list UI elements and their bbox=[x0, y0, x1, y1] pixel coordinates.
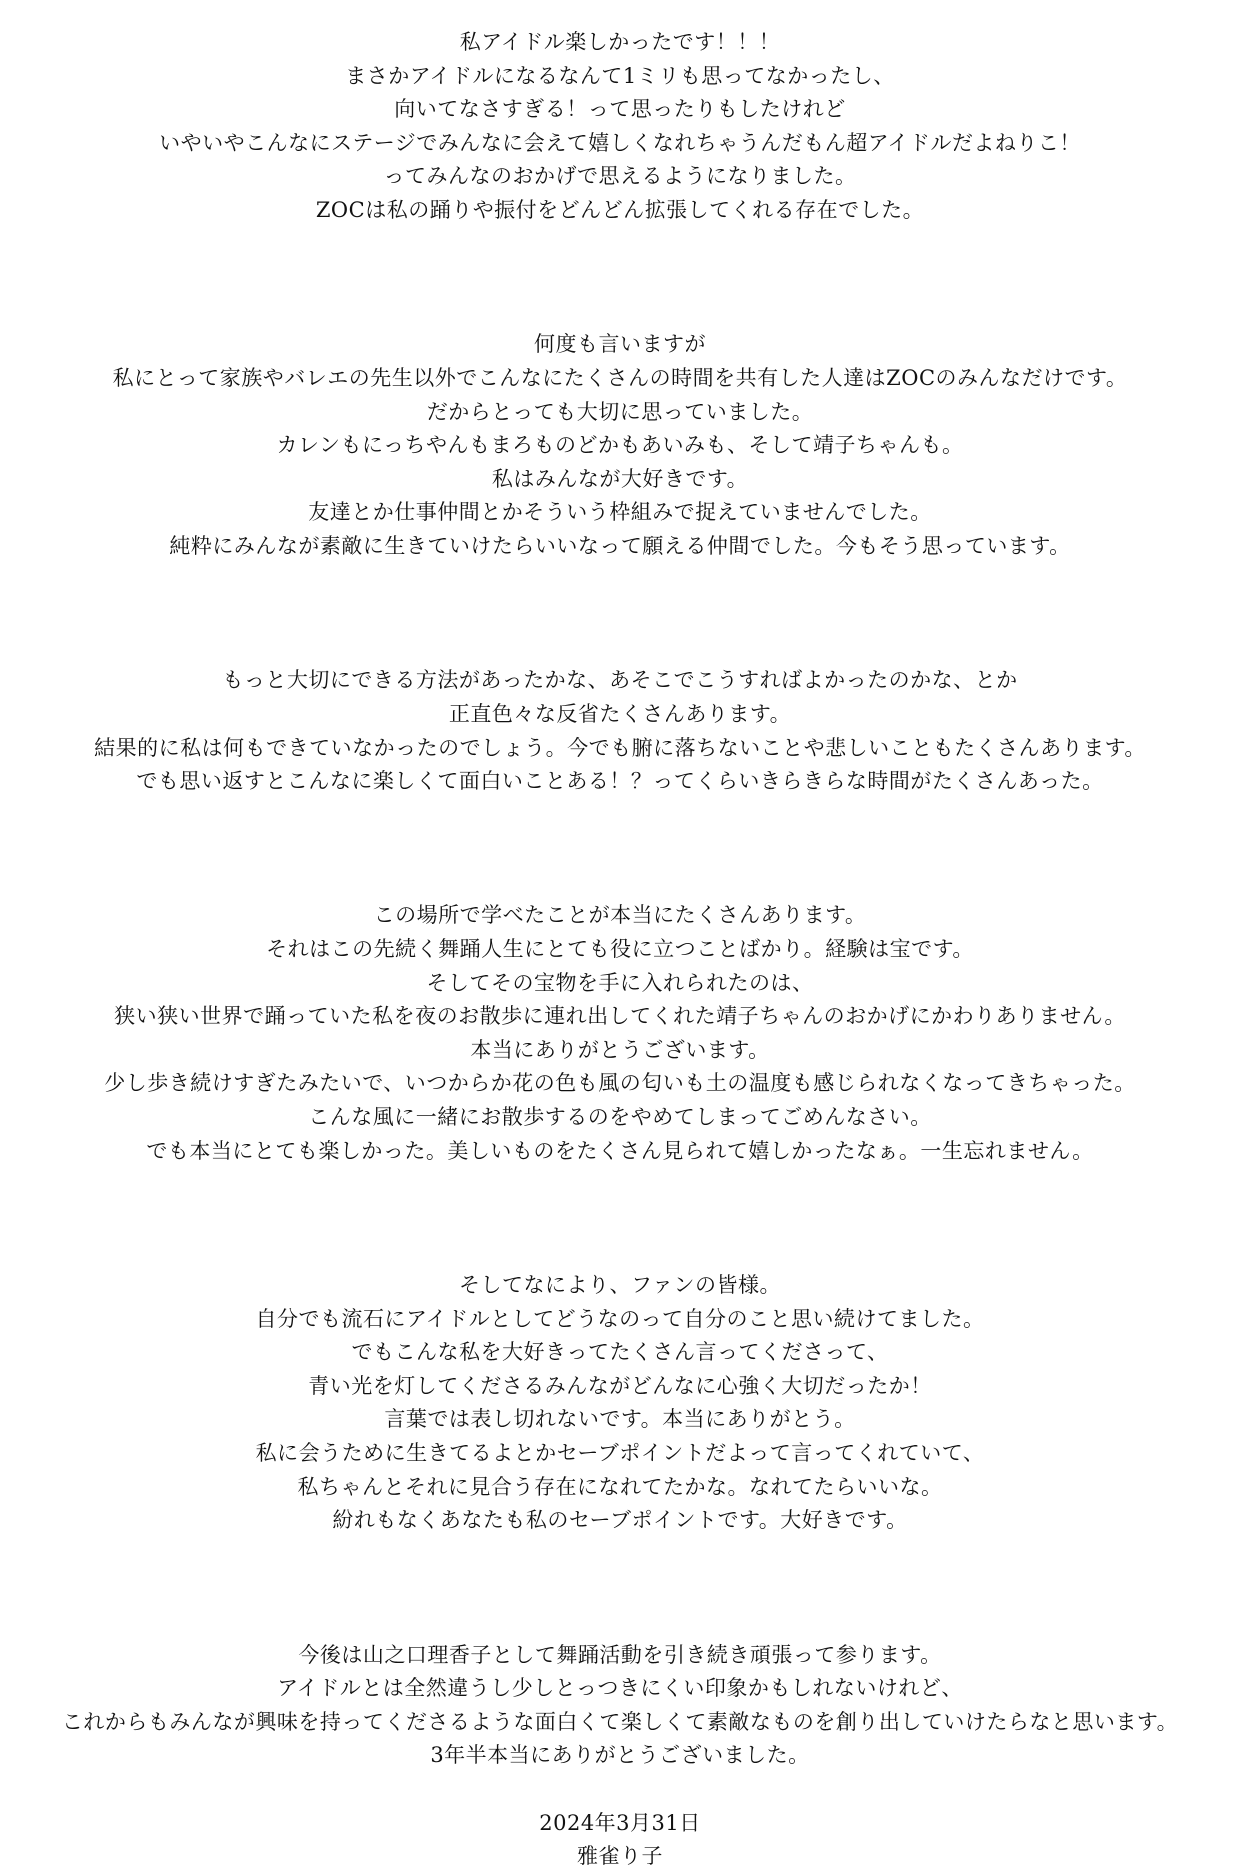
signoff-block bbox=[0, 1807, 1240, 1874]
text-line: 言葉では表し切れないです。本当にありがとう。 bbox=[384, 1407, 856, 1432]
text-line: 私に会うために生きてるよとかセーブポイントだよって言ってくれていて、 bbox=[255, 1441, 985, 1465]
text-line: でもこんな私を大好きってたくさん言ってくださって、 bbox=[351, 1340, 889, 1365]
text-line: 私にとって家族やバレエの先生以外でこんなにたくさんの時間を共有した人達はZOCのみんなだけです。 bbox=[112, 365, 1128, 390]
paragraph-members bbox=[0, 328, 1240, 563]
text-line: 友達とか仕事仲間とかそういう枠組みで捉えていませんでした。 bbox=[308, 500, 932, 525]
text-line: ZOCは私の踊りや振付をどんどん拡張してくれる存在でした。 bbox=[315, 197, 925, 222]
text-line: 本当にありがとうございます。 bbox=[470, 1037, 770, 1062]
text-line: こんな風に一緒にお散歩するのをやめてしまってごめんなさい。 bbox=[308, 1105, 932, 1130]
text-line: でも思い返すとこんなに楽しくて面白いことある！？ってくらいきらきらな時間がたくさんあった。 bbox=[136, 769, 1104, 794]
text-line: それはこの先続く舞踊人生にとても役に立つことばかり。経験は宝です。 bbox=[266, 937, 974, 962]
text-line: これからもみんなが興味を持ってくださるような面白くて楽しくて素敵なものを創り出していけたらなと思います。 bbox=[61, 1709, 1179, 1734]
text-line: 純粋にみんなが素敵に生きていけたらいいなって願える仲間でした。今もそう思っています。 bbox=[169, 533, 1071, 558]
text-line: 私ちゃんとそれに見合う存在になれてたかな。なれてたらいいな。 bbox=[297, 1474, 943, 1499]
letter-signature: 雅雀り子 bbox=[577, 1844, 663, 1869]
paragraph-future bbox=[0, 1639, 1240, 1773]
text-line: 今後は山之口理香子として舞踊活動を引き続き頑張って参ります。 bbox=[298, 1642, 942, 1667]
text-line: いやいやこんなにステージでみんなに会えて嬉しくなれちゃうんだもん超アイドルだよねりこ！ bbox=[159, 130, 1081, 155]
text-line: まさかアイドルになるなんて1ミリも思ってなかったし、 bbox=[345, 63, 895, 88]
text-line: もっと大切にできる方法があったかな、あそこでこうすればよかったのかな、とか bbox=[222, 668, 1018, 693]
text-line: 私アイドル楽しかったです！！！ bbox=[459, 30, 781, 54]
text-line: 3年半本当にありがとうございました。 bbox=[430, 1743, 810, 1768]
text-line: そしてその宝物を手に入れられたのは、 bbox=[426, 970, 814, 995]
paragraph-gratitude bbox=[0, 899, 1240, 1168]
text-line: カレンもにっちやんもまろものどかもあいみも、そして靖子ちゃんも。 bbox=[276, 433, 964, 458]
text-line: アイドルとは全然違うし少しとっつきにくい印象かもしれないけれど、 bbox=[277, 1676, 963, 1701]
text-line: ってみんなのおかげで思えるようになりました。 bbox=[383, 164, 857, 189]
text-line: そしてなにより、ファンの皆様。 bbox=[458, 1273, 782, 1298]
text-line: でも本当にとても楽しかった。美しいものをたくさん見られて嬉しかったなぁ。一生忘れません。 bbox=[146, 1138, 1094, 1163]
text-line: 私はみんなが大好きです。 bbox=[491, 466, 749, 491]
paragraph-reflection bbox=[0, 664, 1240, 798]
paragraph-idol-fun bbox=[0, 26, 1240, 228]
text-line: だからとっても大切に思っていました。 bbox=[426, 399, 814, 424]
text-line: 狭い狭い世界で踊っていた私を夜のお散歩に連れ出してくれた靖子ちゃんのおかげにかわりありません。 bbox=[114, 1004, 1126, 1029]
text-line: 向いてなさすぎる！って思ったりもしたけれど bbox=[394, 97, 846, 122]
text-line: 青い光を灯してくださるみんながどんなに心強く大切だったか！ bbox=[308, 1373, 932, 1398]
letter-date: 2024年3月31日 bbox=[539, 1810, 701, 1835]
text-line: 紛れもなくあなたも私のセーブポイントです。大好きです。 bbox=[332, 1508, 908, 1533]
text-line: 正直色々な反省たくさんあります。 bbox=[448, 701, 792, 726]
text-line: 何度も言いますが bbox=[534, 332, 706, 357]
text-line: 自分でも流石にアイドルとしてどうなのって自分のこと思い続けてました。 bbox=[255, 1306, 985, 1331]
text-line: 少し歩き続けすぎたみたいで、いつからか花の色も風の匂いも土の温度も感じられなくなってきちゃった。 bbox=[104, 1071, 1136, 1096]
text-line: 結果的に私は何もできていなかったのでしょう。今でも腑に落ちないことや悲しいこともたくさんあります。 bbox=[94, 735, 1146, 760]
paragraph-fans bbox=[0, 1269, 1240, 1538]
text-line: この場所で学べたことが本当にたくさんあります。 bbox=[373, 903, 867, 928]
